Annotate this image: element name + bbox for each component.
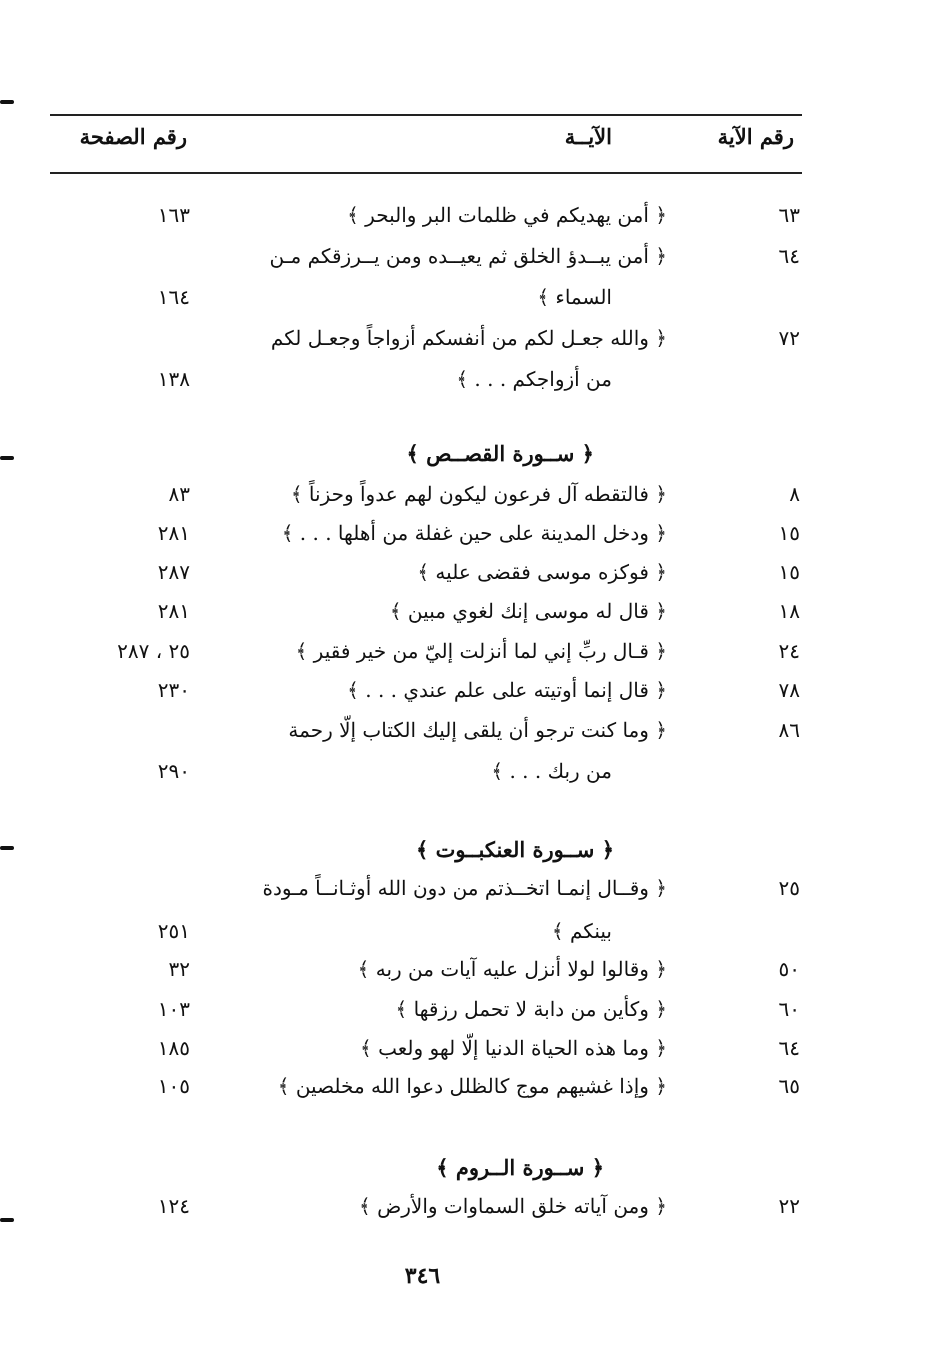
page-ref: ٨٣	[168, 482, 190, 506]
page-ref: ١٢٤	[157, 1194, 190, 1218]
header-top-rule	[50, 114, 802, 116]
verse-text-continuation: بينكم ﴾	[551, 919, 612, 943]
verse-text: ﴿ أمن يبــدؤ الخلق ثم يعيــده ومن يــرزقكم مـن	[269, 244, 667, 268]
header-ayah-number: رقم الآية	[717, 124, 794, 149]
verse-text: ﴿ وكأين من دابة لا تحمل رزقها ﴾	[395, 997, 667, 1021]
edge-mark	[0, 100, 14, 104]
ayah-number: ٢٤	[778, 639, 800, 663]
verse-text: ﴿ أمن يهديكم في ظلمات البر والبحر ﴾	[347, 203, 667, 227]
ayah-number: ٦٥	[778, 1074, 800, 1098]
verse-text: ﴿ ودخل المدينة على حين غفلة من أهلها . . . ﴾	[281, 521, 667, 545]
surah-heading: ﴿ ســورة القصــص ﴾	[406, 441, 594, 466]
page-ref: ٢٨١	[157, 599, 190, 623]
verse-text-continuation: من أزواجكم . . . ﴾	[456, 367, 612, 391]
page-ref: ٢٩٠	[157, 759, 190, 783]
ayah-number: ١٨	[778, 599, 800, 623]
verse-text: ﴿ قال له موسى إنك لغوي مبين ﴾	[389, 599, 667, 623]
page-ref: ٢٥١	[157, 919, 190, 943]
page-ref: ٢٨١	[157, 521, 190, 545]
page-ref: ١٨٥	[157, 1036, 190, 1060]
ayah-number: ٢٥	[778, 876, 800, 900]
ayah-number: ١٥	[778, 521, 800, 545]
ayah-number: ٧٢	[778, 326, 800, 350]
page-number: ٣٤٦	[404, 1263, 441, 1289]
page-ref: ١٠٥	[157, 1074, 190, 1098]
verse-text: ﴿ قال إنما أوتيته على علم عندي . . . ﴾	[347, 678, 667, 702]
ayah-number: ١٥	[778, 560, 800, 584]
verse-text: ﴿ فوكزه موسى فقضى عليه ﴾	[417, 560, 667, 584]
edge-mark	[0, 456, 14, 460]
header-bottom-rule	[50, 172, 802, 174]
verse-text: ﴿ وما هذه الحياة الدنيا إلّا لهو ولعب ﴾	[360, 1036, 667, 1060]
ayah-number: ٦٣	[778, 203, 800, 227]
verse-text-continuation: من ربك . . . ﴾	[491, 759, 612, 783]
ayah-number: ٨	[789, 482, 800, 506]
verse-text: ﴿ وقالوا لولا أنزل عليه آيات من ربه ﴾	[357, 957, 667, 981]
ayah-number: ٢٢	[778, 1194, 800, 1218]
ayah-number: ٧٨	[778, 678, 800, 702]
ayah-number: ٦٤	[778, 244, 800, 268]
page-ref: ١٦٤	[157, 285, 190, 309]
ayah-number: ٦٠	[778, 997, 800, 1021]
surah-heading: ﴿ ســورة العنكبــوت ﴾	[416, 837, 614, 862]
verse-text: ﴿ والله جعـل لكم من أنفسكم أزواجاً وجعـل لكم	[270, 326, 667, 350]
page-ref: ١٠٣	[157, 997, 190, 1021]
page-ref: ١٦٣	[157, 203, 190, 227]
surah-heading: ﴿ ســورة الــروم ﴾	[436, 1155, 604, 1180]
verse-text: ﴿ ومن آياته خلق السماوات والأرض ﴾	[359, 1194, 667, 1218]
page-ref: ١٣٨	[157, 367, 190, 391]
verse-text: ﴿ فالتقطه آل فرعون ليكون لهم عدواً وحزناً ﴾	[290, 482, 667, 506]
ayah-number: ٦٤	[778, 1036, 800, 1060]
verse-text: ﴿ وقــال إنمـا اتخــذتم من دون الله أوثـانــاً مـودة	[262, 876, 667, 900]
edge-mark	[0, 846, 14, 850]
page-ref: ٢٣٠	[157, 678, 190, 702]
verse-text: ﴿ وما كنت ترجو أن يلقى إليك الكتاب إلّا رحمة	[288, 718, 667, 742]
header-ayah: الآيــة	[564, 124, 612, 149]
ayah-number: ٨٦	[778, 718, 800, 742]
verse-text: ﴿ قـال ربِّ إني لما أنزلت إليّ من خير فقير ﴾	[295, 639, 667, 663]
verse-text-continuation: السماء ﴾	[537, 285, 612, 309]
page-ref: ٢٨٧	[157, 560, 190, 584]
page-ref: ٢٥ ، ٢٨٧	[117, 639, 190, 663]
edge-mark	[0, 1218, 14, 1222]
page-ref: ٣٢	[168, 957, 190, 981]
ayah-number: ٥٠	[778, 957, 800, 981]
verse-text: ﴿ وإذا غشيهم موج كالظلل دعوا الله مخلصين ﴾	[277, 1074, 667, 1098]
header-page-number: رقم الصفحة	[79, 124, 187, 149]
